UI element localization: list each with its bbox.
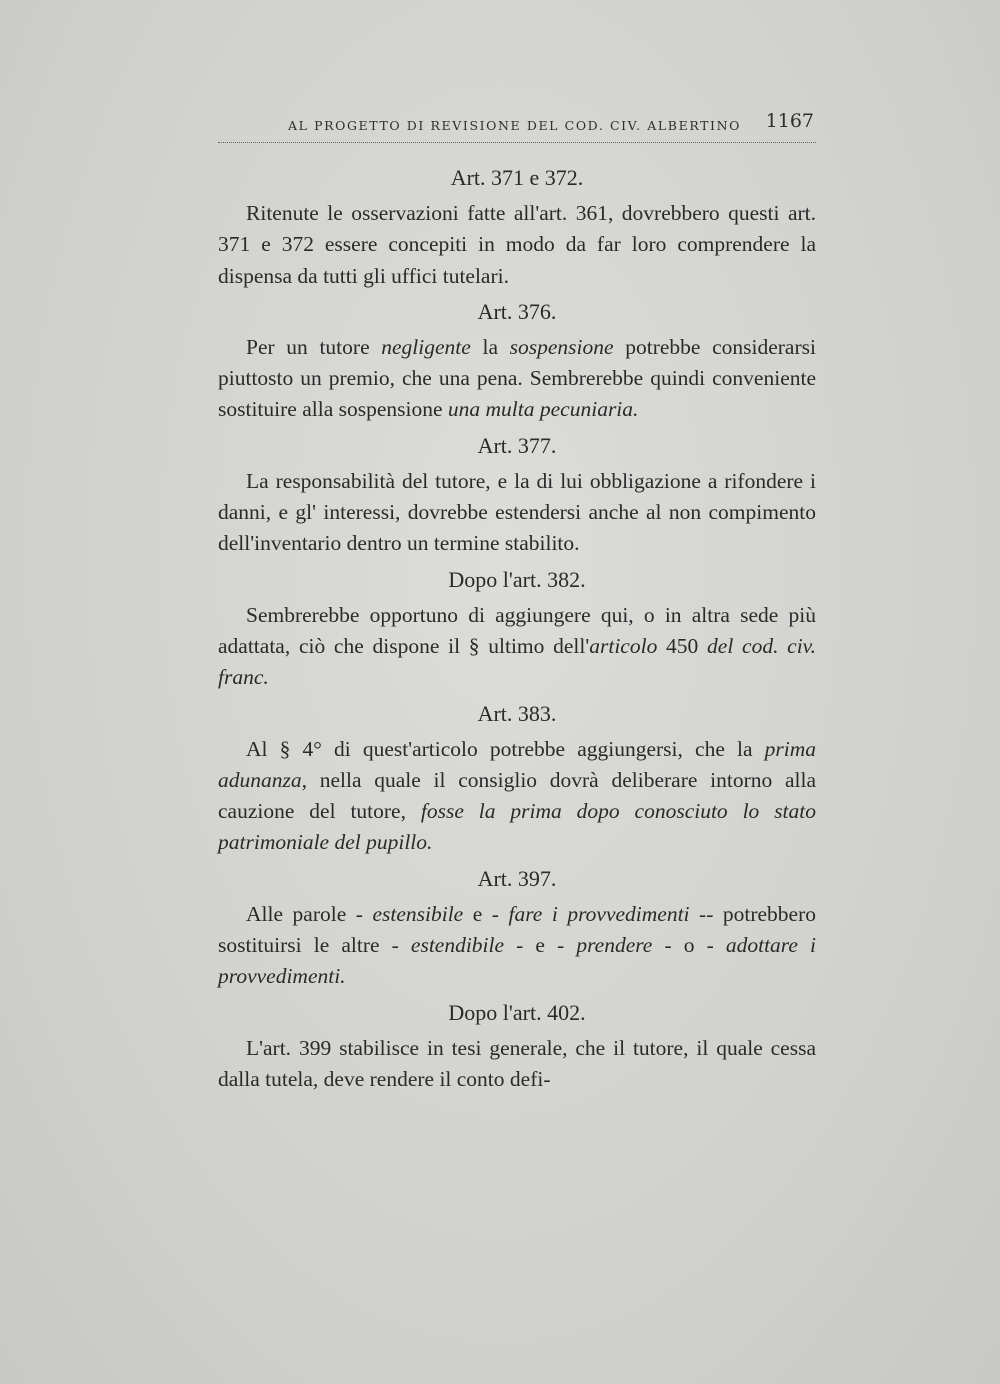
text-run: la <box>470 334 510 359</box>
text-run: nella quale il consiglio dovrà deliberare intorno alla cauzione del tutore, <box>218 767 816 824</box>
page-number: 1167 <box>765 110 814 132</box>
body-text <box>218 158 816 1095</box>
italic-text: fosse la prima dopo conosciuto lo stato patrimoniale del pupillo. <box>218 799 817 855</box>
italic-text: prendere <box>576 933 653 958</box>
text-run: L'art. 399 stabilisce in tesi generale, che il tutore, il quale cessa dalla tutela, deve rendere il conto defi- <box>218 1035 816 1091</box>
text-run: 450 <box>657 633 708 658</box>
article-section <box>218 292 816 426</box>
text-run: e - <box>463 901 509 926</box>
text-run: La responsabilità del tutore, e la di lui obbligazione a rifondere i danni, e gl' interessi, dovrebbe estendersi anche al non compimento dell'inventario dentro un termine stabilito. <box>218 468 816 556</box>
article-paragraph <box>218 1033 816 1096</box>
article-section <box>218 859 816 993</box>
italic-text: estendibile <box>410 933 505 958</box>
text-run: Al § 4° di quest'articolo potrebbe aggiungersi, che la <box>246 736 765 761</box>
italic-text: fare i provvedimenti <box>508 901 690 926</box>
italic-text: estensibile <box>372 901 464 926</box>
italic-text: sospensione <box>509 334 614 359</box>
article-heading: Art. 376. <box>477 298 557 324</box>
article-section <box>218 426 816 560</box>
text-run: Per un tutore <box>246 334 382 359</box>
running-title: AL PROGETTO DI REVISIONE DEL COD. CIV. ALBERTINO <box>288 118 741 133</box>
article-section <box>218 694 816 859</box>
article-paragraph <box>218 899 816 993</box>
text-run: - o - <box>652 933 726 958</box>
article-heading: Art. 397. <box>477 865 557 891</box>
italic-text: articolo <box>589 633 658 658</box>
article-paragraph <box>218 198 816 292</box>
italic-text: adottare i provvedimenti. <box>218 933 816 989</box>
article-paragraph <box>218 734 816 859</box>
text-run: Sembrerebbe opportuno di aggiungere qui, o in altra sede più adattata, ciò che dispone il § ultimo dell' <box>218 602 816 658</box>
article-heading: Art. 383. <box>477 700 557 726</box>
article-heading: Dopo l'art. 382. <box>448 566 586 592</box>
running-header <box>218 108 816 143</box>
article-section <box>218 560 816 694</box>
article-paragraph <box>218 466 816 560</box>
italic-text: negligente <box>381 334 471 359</box>
text-run: -- potrebbero sostituirsi le altre - <box>218 901 816 958</box>
article-section <box>218 158 816 292</box>
text-run: Alle parole - <box>246 901 373 926</box>
text-run: Ritenute le osservazioni fatte all'art. 361, dovrebbero questi art. 371 e 372 essere concepiti in modo da far loro comprendere la dispensa da tutti gli uffici tutelari. <box>218 201 816 288</box>
text-run: - e - <box>504 933 577 958</box>
article-heading: Art. 377. <box>477 432 557 458</box>
italic-text: una multa pecuniaria. <box>447 397 639 422</box>
text-run: potrebbe considerarsi piuttosto un premio, che una pena. Sembrerebbe quindi conveniente sostituire alla sospensione <box>218 334 816 422</box>
article-heading: Art. 371 e 372. <box>450 165 584 190</box>
article-section <box>218 993 816 1096</box>
italic-text: del cod. civ. franc. <box>218 633 817 690</box>
article-heading: Dopo l'art. 402. <box>448 999 586 1025</box>
italic-text: prima adunanza, <box>218 736 816 792</box>
article-paragraph <box>218 332 816 426</box>
article-paragraph <box>218 600 816 694</box>
